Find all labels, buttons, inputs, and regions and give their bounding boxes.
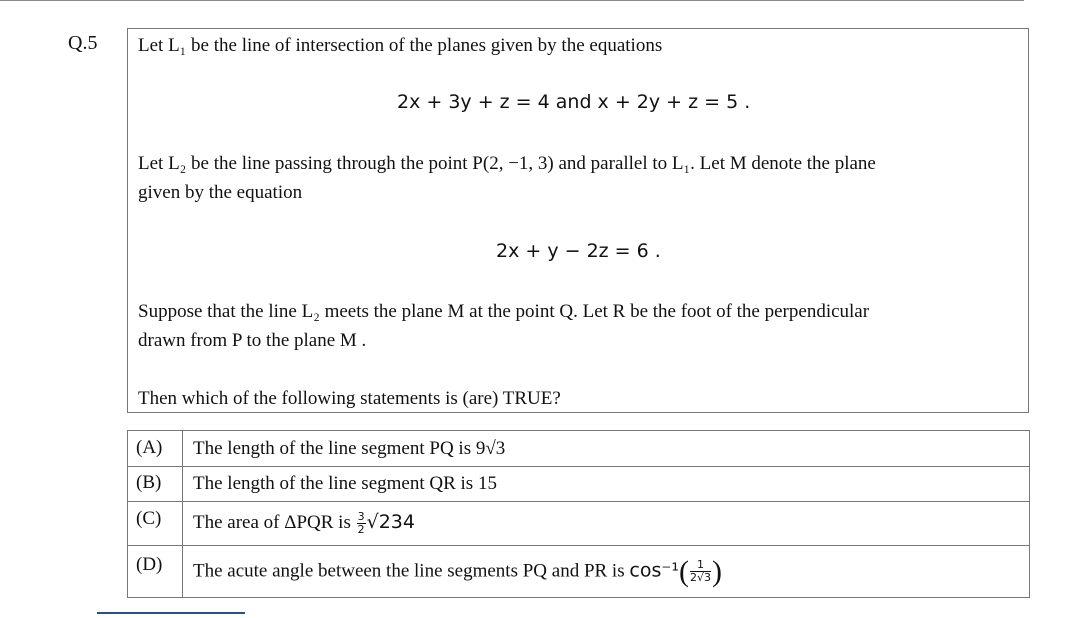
equation-plane-m: 2x + y − 2z = 6 . (496, 240, 661, 262)
options-table (127, 430, 1030, 598)
bottom-divider (97, 612, 245, 614)
option-c-row[interactable] (128, 502, 1030, 546)
option-c-radical: √234 (366, 510, 415, 533)
question-paragraph-2b: given by the equation (138, 182, 303, 203)
question-prompt: Then which of the following statements is (are) TRUE? (138, 388, 561, 409)
top-divider (0, 0, 1024, 1)
option-d-function: cos⁻¹ (629, 558, 679, 581)
option-d-fraction (690, 559, 711, 584)
option-d-row[interactable] (128, 546, 1030, 598)
option-c-frac-num: 3 (357, 510, 365, 524)
option-a-label: (A) (128, 431, 183, 467)
question-box (127, 28, 1029, 413)
option-d-frac-den: 2√3 (690, 571, 712, 584)
option-a-text: The length of the line segment PQ is 9√3 (183, 431, 1030, 467)
question-paragraph-3b: drawn from P to the plane M . (138, 330, 367, 351)
question-paragraph-1: Let L₁ be the line of intersection of the planes given by the equations (138, 35, 663, 56)
option-b-text: The length of the line segment QR is 15 (183, 467, 1030, 502)
option-c-frac-den: 2 (357, 523, 365, 537)
option-d-text: The acute angle between the line segments PQ and PR is (193, 559, 625, 581)
option-c-text: The area of ΔPQR is (193, 511, 351, 533)
option-d-frac-num: 1 (690, 559, 711, 572)
question-number: Q.5 (68, 32, 98, 54)
equation-planes: 2x + 3y + z = 4 and x + 2y + z = 5 . (397, 91, 751, 113)
option-c-label: (C) (128, 502, 183, 546)
option-b-row[interactable] (128, 467, 1030, 502)
option-d-label: (D) (128, 546, 183, 598)
question-paragraph-3a: Suppose that the line L₂ meets the plane M at the point Q. Let R be the foot of the perpendicular (138, 301, 870, 322)
option-d-cell: The acute angle between the line segments PQ and PR is cos⁻¹( $\frac{1}{2√3}$ ) (183, 546, 1030, 598)
option-c-cell (183, 502, 1030, 546)
option-a-row[interactable] (128, 431, 1030, 467)
option-b-label: (B) (128, 467, 183, 502)
option-c-fraction (357, 511, 366, 536)
question-paragraph-2a: Let L₂ be the line passing through the point P(2, −1, 3) and parallel to L₁. Let M denote the plane (138, 153, 876, 174)
